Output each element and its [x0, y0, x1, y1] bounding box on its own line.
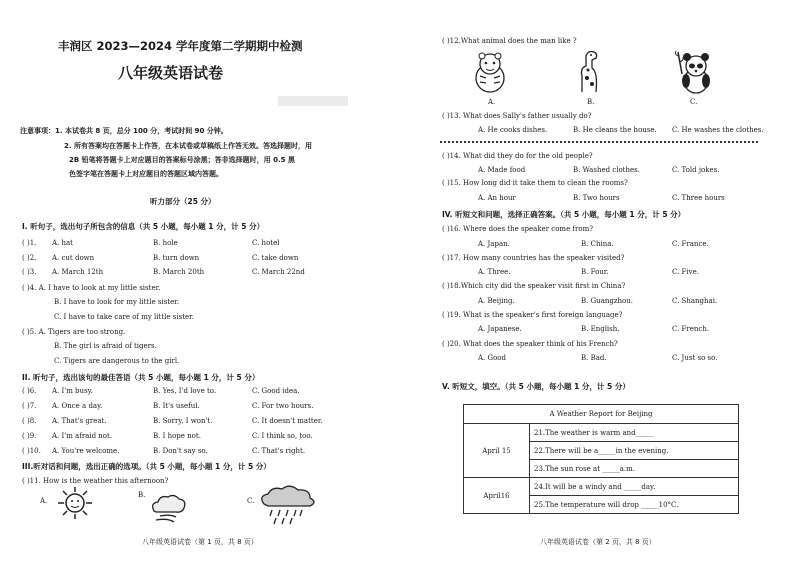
scan-smudge — [278, 96, 348, 106]
q9-option-b: B. I hope not. — [153, 432, 201, 440]
question-17: ( )17. How many countries has the speaker visited? — [442, 254, 625, 262]
q7-option-b: B. It's useful. — [153, 402, 200, 410]
q6-option-b: B. Yes, I'd love to. — [153, 387, 217, 395]
date-april-15: April 15 — [464, 424, 530, 478]
section3-title: III.听对话和问题，选出正确的选项。（共 5 小题，每小题 1 分，计 5 分） — [22, 462, 271, 471]
question-7: ( )7. — [22, 402, 37, 410]
question-8: ( )8. — [22, 417, 37, 425]
q20-option-c: C. Just so so. — [672, 354, 718, 362]
q9-option-a: A. I'm afraid not. — [52, 432, 113, 440]
q10-option-c: C. That's right. — [252, 447, 306, 455]
question-3: ( )3. — [22, 268, 37, 276]
q16-option-b: B. China. — [581, 240, 614, 248]
q14-option-a: A. Made food — [478, 166, 526, 174]
date-april-16: April16 — [464, 478, 530, 514]
q5-option-c: C. Tigers are dangerous to the girl. — [54, 357, 180, 365]
q19-option-b: B. English. — [581, 325, 620, 333]
q2-option-a: A. cut down — [52, 254, 95, 262]
tiger-icon — [468, 48, 512, 96]
listening-header: 听力部分（25 分） — [150, 197, 216, 206]
question-2: ( )2. — [22, 254, 37, 262]
q2-option-b: B. turn down — [153, 254, 200, 262]
q1-option-c: C. hotel — [252, 239, 280, 247]
q5-option-b: B. The girl is afraid of tigers. — [54, 342, 157, 350]
q12-label-a: A. — [488, 98, 496, 106]
question-18: ( )18.Which city did the speaker visit first in China? — [442, 282, 626, 290]
q18-option-b: B. Guangzhou. — [581, 297, 634, 305]
q7-option-a: A. Once a day. — [52, 402, 103, 410]
q3-option-b: B. March 20th — [153, 268, 205, 276]
notice-line3: 2B 铅笔将答题卡上对应题目的答案标号涂黑；答非选择题时，用 0.5 黑 — [69, 156, 295, 164]
q8-option-a: A. That's great. — [52, 417, 107, 425]
q17-option-a: A. Three. — [478, 268, 511, 276]
notice-line2: 2. 所有答案均在答题卡上作答，在本试卷或草稿纸上作答无效。答选择题时，用 — [64, 142, 312, 150]
blank-21[interactable]: 21.The weather is warm and_____ — [530, 424, 739, 442]
q10-option-a: A. You're welcome. — [52, 447, 120, 455]
q8-option-c: C. It doesn't matter. — [252, 417, 323, 425]
question-20: ( )20. What does the speaker think of his French? — [442, 340, 618, 348]
blank-24[interactable]: 24.It will be a windy and _____day. — [530, 478, 739, 496]
section2-title: II. 听句子，选出该句的最佳答语（共 5 小题，每小题 1 分，计 5 分） — [22, 373, 260, 382]
blank-25[interactable]: 25.The temperature will drop _____10°C. — [530, 496, 739, 514]
giraffe-icon — [570, 48, 606, 96]
q19-option-a: A. Japanese. — [478, 325, 522, 333]
question-10: ( )10. — [22, 447, 41, 455]
q13-option-a: A. He cooks dishes. — [478, 126, 548, 134]
q11-label-a: A. — [40, 497, 48, 505]
left-footer: 八年级英语试卷（第 1 页，共 8 页） — [142, 538, 258, 546]
q3-option-a: A. March 12th — [52, 268, 104, 276]
question-16: ( )16. Where does the speaker come from? — [442, 225, 593, 233]
question-13: ( )13. What does Sally's father usually do? — [442, 112, 592, 120]
section1-title: I. 听句子，选出句子所包含的信息（共 5 小题，每小题 1 分，计 5 分） — [22, 222, 265, 231]
question-9: ( )9. — [22, 432, 37, 440]
section4-title: IV. 听短文和问题，选择正确答案。（共 5 小题，每小题 1 分，计 5 分） — [442, 210, 686, 219]
q20-option-b: B. Bad. — [581, 354, 607, 362]
q11-label-c: C. — [247, 497, 255, 505]
q12-label-b: B. — [587, 98, 595, 106]
q7-option-c: C. For two hours. — [252, 402, 314, 410]
q17-option-b: B. Four. — [581, 268, 609, 276]
panda-icon — [674, 48, 716, 96]
weather-report-table — [463, 404, 739, 514]
question-15: ( )15. How long did it take them to clean the rooms? — [442, 179, 628, 187]
right-footer: 八年级英语试卷（第 2 页，共 8 页） — [540, 538, 656, 546]
sun-icon — [55, 486, 95, 520]
exam-title-line2: 八年级英语试卷 — [118, 64, 224, 82]
q20-option-a: A. Good — [478, 354, 507, 362]
question-11: ( )11. How is the weather this afternoon? — [22, 477, 169, 485]
question-19: ( )19. What is the speaker's first foreign language? — [442, 311, 623, 319]
blank-23[interactable]: 23.The sun rose at _____a.m. — [530, 460, 739, 478]
rain-cloud-icon — [258, 484, 320, 526]
exam-title-line1: 丰润区 2023—2024 学年度第二学期期中检测 — [58, 39, 303, 53]
q17-option-c: C. Five. — [672, 268, 699, 276]
q18-option-c: C. Shanghai. — [672, 297, 718, 305]
q14-option-b: B. Washed clothes. — [573, 166, 640, 174]
q8-option-b: B. Sorry, I won't. — [153, 417, 213, 425]
q13-option-c: C. He washes the clothes. — [672, 126, 764, 134]
q3-option-c: C. March 22nd — [252, 268, 305, 276]
q15-option-b: B. Two hours — [573, 194, 620, 202]
question-1: ( )1. — [22, 239, 37, 247]
q14-option-c: C. Told jokes. — [672, 166, 720, 174]
q15-option-a: A. An hour — [478, 194, 516, 202]
q2-option-c: C. take down — [252, 254, 299, 262]
q9-option-c: C. I think so, too. — [252, 432, 313, 440]
q11-label-b: B. — [138, 491, 146, 499]
q15-option-c: C. Three hours — [672, 194, 725, 202]
question-5: ( )5. A. Tigers are too strong. — [22, 328, 126, 336]
notice-line1: 注意事项：1. 本试卷共 8 页，总分 100 分，考试时间 90 分钟。 — [20, 127, 228, 135]
q4-option-c: C. I have to take care of my little sister. — [54, 313, 194, 321]
q6-option-a: A. I'm busy. — [52, 387, 93, 395]
question-4: ( )4. A. I have to look at my little sister. — [22, 284, 161, 292]
q18-option-a: A. Beijing. — [478, 297, 515, 305]
q1-option-a: A. hat — [52, 239, 73, 247]
question-6: ( )6. — [22, 387, 37, 395]
question-14: ( )14. What did they do for the old people? — [442, 152, 593, 160]
question-12: ( )12.What animal does the man like ? — [442, 37, 577, 45]
q19-option-c: C. French. — [672, 325, 710, 333]
windy-cloud-icon — [146, 491, 192, 525]
q16-option-a: A. Japan. — [478, 240, 510, 248]
q1-option-b: B. hole — [153, 239, 178, 247]
notice-line4: 色签字笔在答题卡上对应题目的答题区域内答题。 — [69, 170, 223, 178]
blank-22[interactable]: 22.There will be a_____in the evening. — [530, 442, 739, 460]
q4-option-b: B. I have to look for my little sister. — [54, 298, 180, 306]
dotted-divider — [440, 141, 758, 143]
q6-option-c: C. Good idea. — [252, 387, 300, 395]
section5-title: V. 听短文，填空。（共 5 小题，每小题 1 分，计 5 分） — [442, 382, 630, 391]
q10-option-b: B. Don't say so. — [153, 447, 208, 455]
q16-option-c: C. France. — [672, 240, 709, 248]
q13-option-b: B. He cleans the house. — [573, 126, 657, 134]
table-header: A Weather Report for Beijing — [464, 405, 739, 424]
q12-label-c: C. — [690, 98, 698, 106]
